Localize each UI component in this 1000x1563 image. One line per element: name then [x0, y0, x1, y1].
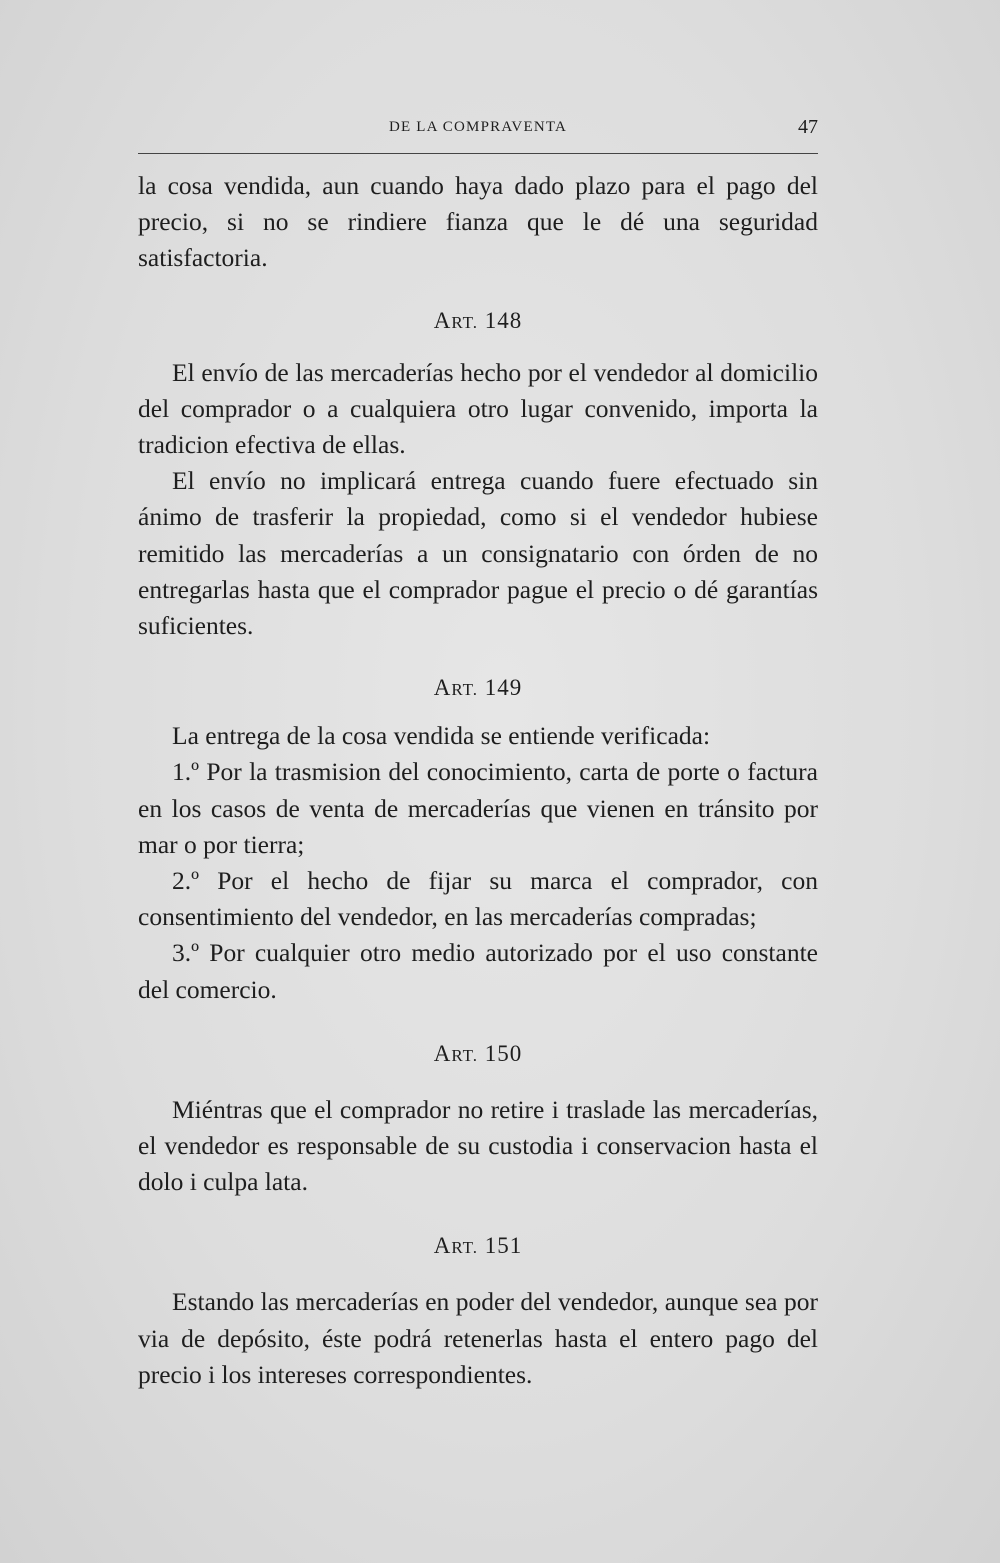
article-number: 151	[484, 1233, 523, 1259]
article-number: 149	[484, 675, 523, 701]
article-paragraph: Miéntras que el comprador no retire i traslade las mercaderías, el vendedor es responsable de su custodia i conservacion hasta el dolo i culpa lata.	[138, 1094, 818, 1197]
page-header	[138, 116, 818, 146]
page-number: 47	[798, 116, 818, 138]
continuation-paragraph: la cosa vendida, aun cuando haya dado plazo para el pago del precio, si no se rindiere fianza que le dé una seguridad satisfactoria.	[138, 171, 818, 273]
running-head: DE LA COMPRAVENTA	[388, 119, 568, 135]
article-number: 148	[484, 307, 523, 333]
article-list-item: 1.º Por la trasmision del conocimiento, carta de porte o factura en los casos de venta de mercaderías que vienen en tránsito por mar o por tierra;	[138, 757, 818, 859]
article-heading-abbrev: RT.	[451, 680, 479, 700]
article-paragraph: El envío de las mercaderías hecho por el vendedor al domicilio del comprador o a cualquiera otro lugar convenido, importa la tradicion efectiva de ellas.	[138, 357, 818, 460]
article-paragraph: Estando las mercaderías en poder del vendedor, aunque sea por via de depósito, éste podrá retenerlas hasta el entero pago del precio i los intereses correspondientes.	[138, 1287, 818, 1389]
article-list-item: 3.º Por cualquier otro medio autorizado por el uso constante del comercio.	[138, 938, 818, 1004]
article-heading-cap: A	[433, 1040, 452, 1066]
article-heading-149	[138, 670, 818, 708]
article-heading-150	[138, 1036, 818, 1074]
article-paragraph: La entrega de la cosa vendida se entiende verificada:	[172, 721, 711, 751]
article-heading-cap: A	[433, 307, 452, 333]
article-heading-abbrev: RT.	[451, 312, 479, 332]
article-heading-cap: A	[433, 1233, 452, 1259]
header-rule	[138, 153, 818, 154]
article-heading-cap: A	[433, 675, 452, 701]
article-list-item: 2.º Por el hecho de fijar su marca el comprador, con consentimiento del vendedor, en las mercaderías compradas;	[138, 866, 818, 932]
article-heading-148	[138, 303, 818, 341]
page-body	[138, 168, 818, 1393]
article-heading-151	[138, 1228, 818, 1266]
article-number: 150	[484, 1040, 523, 1066]
article-heading-abbrev: RT.	[451, 1045, 479, 1065]
article-paragraph: El envío no implicará entrega cuando fuere efectuado sin ánimo de trasferir la propiedad, como si el vendedor hubiese remitido las mercaderías a un consignatario con órden de no entregarlas hasta que el comprador pague el precio o dé garantías suficientes.	[138, 466, 818, 641]
article-heading-abbrev: RT.	[451, 1238, 479, 1258]
